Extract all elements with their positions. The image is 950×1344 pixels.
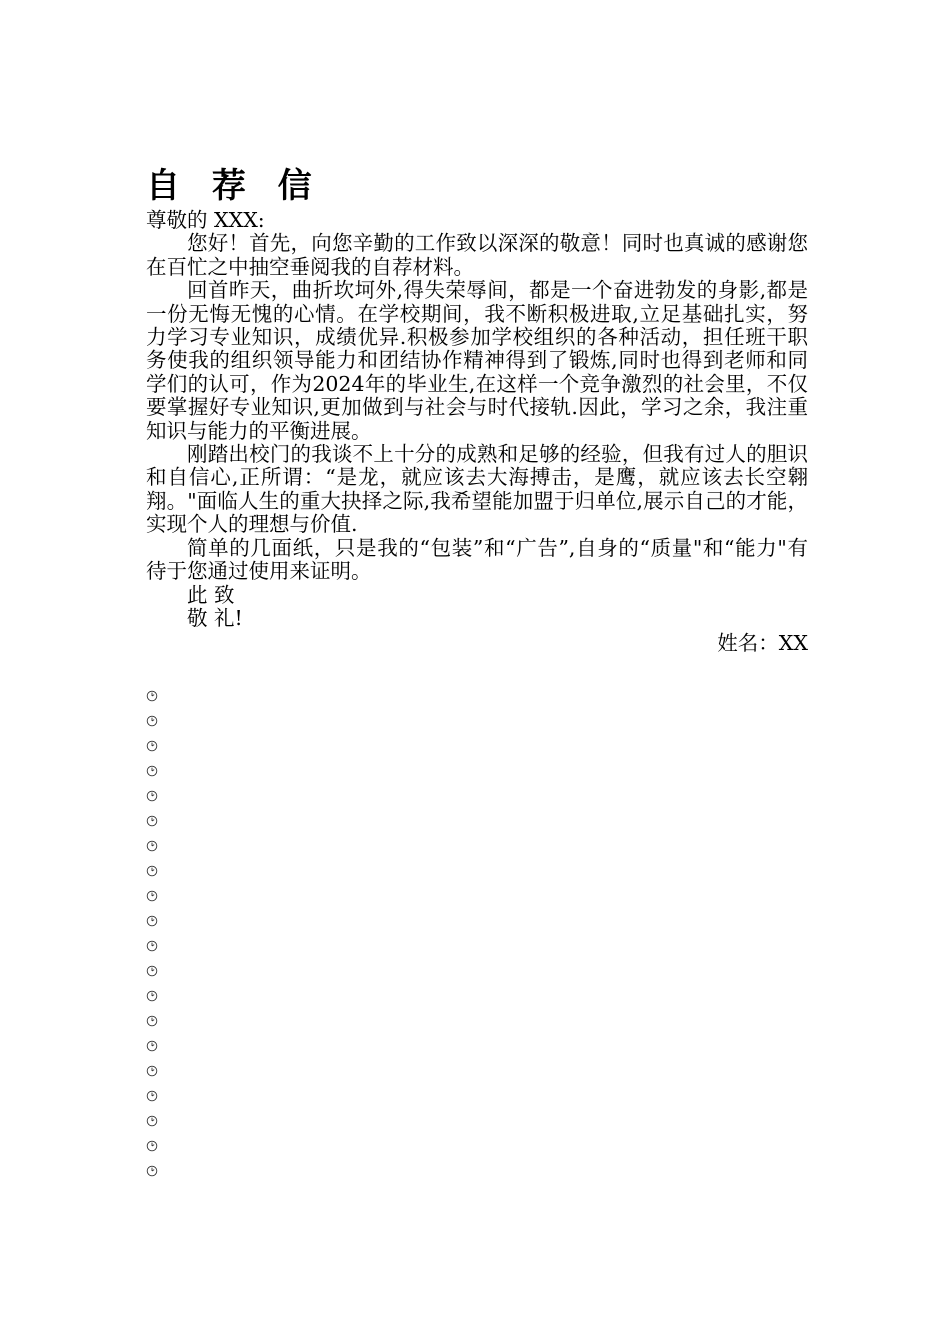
closing-line-1: 此 致	[187, 582, 235, 607]
document-page	[146, 0, 808, 1344]
clock-icon	[146, 1140, 158, 1152]
paragraph-1: 您好！首先，向您辛勤的工作致以深深的敬意！同时也真诚的感谢您在百忙之中抽空垂阅我的自荐材料。	[146, 231, 808, 279]
closing-line-2: 敬 礼!	[187, 605, 243, 630]
clock-icon	[146, 915, 158, 927]
signature: 姓名：XX	[717, 631, 808, 656]
clock-icon	[146, 1015, 158, 1027]
paragraph-3: 刚踏出校门的我谈不上十分的成熟和足够的经验，但我有过人的胆识和自信心,正所谓：“是龙，就应该去大海搏击，是鹰，就应该去长空翱翔。"面临人生的重大抉择之际,我希望能加盟于归单位,展示自己的才能，实现个人的理想与价值.	[146, 442, 808, 537]
clock-icon	[146, 1165, 158, 1177]
clock-icon	[146, 715, 158, 727]
clock-icon	[146, 840, 158, 852]
clock-icon	[146, 1040, 158, 1052]
clock-icon	[146, 1090, 158, 1102]
clock-icon	[146, 765, 158, 777]
clock-icon	[146, 940, 158, 952]
clock-icon	[146, 890, 158, 902]
paragraph-4: 简单的几面纸，只是我的“包装”和“广告”,自身的“质量"和“能力"有待于您通过使用来证明。	[146, 535, 808, 584]
clock-icon	[146, 865, 158, 877]
clock-icon	[146, 965, 158, 977]
clock-icon	[146, 990, 158, 1002]
letter-body	[146, 209, 808, 656]
clock-icon	[146, 1065, 158, 1077]
paragraph-2: 回首昨天，曲折坎坷外,得失荣辱间，都是一个奋进勃发的身影,都是一份无悔无愧的心情。在学校期间，我不断积极进取,立足基础扎实，努力学习专业知识，成绩优异.积极参加学校组织的各种活动，担任班干职务使我的组织领导能力和团结协作精神得到了锻炼,同时也得到老师和同学们的认可，作为2024年的毕业生,在这样一个竞争激烈的社会里，不仅要掌握好专业知识,更加做到与社会与时代接轨.因此，学习之余，我注重知识与能力的平衡进展。	[146, 278, 808, 443]
clock-icon	[146, 815, 158, 827]
clock-icon	[146, 690, 158, 702]
page-title: 自 荐 信	[146, 166, 322, 206]
salutation: 尊敬的 XXX:	[146, 208, 265, 232]
clock-icon	[146, 790, 158, 802]
clock-icon	[146, 740, 158, 752]
clock-icon	[146, 1115, 158, 1127]
